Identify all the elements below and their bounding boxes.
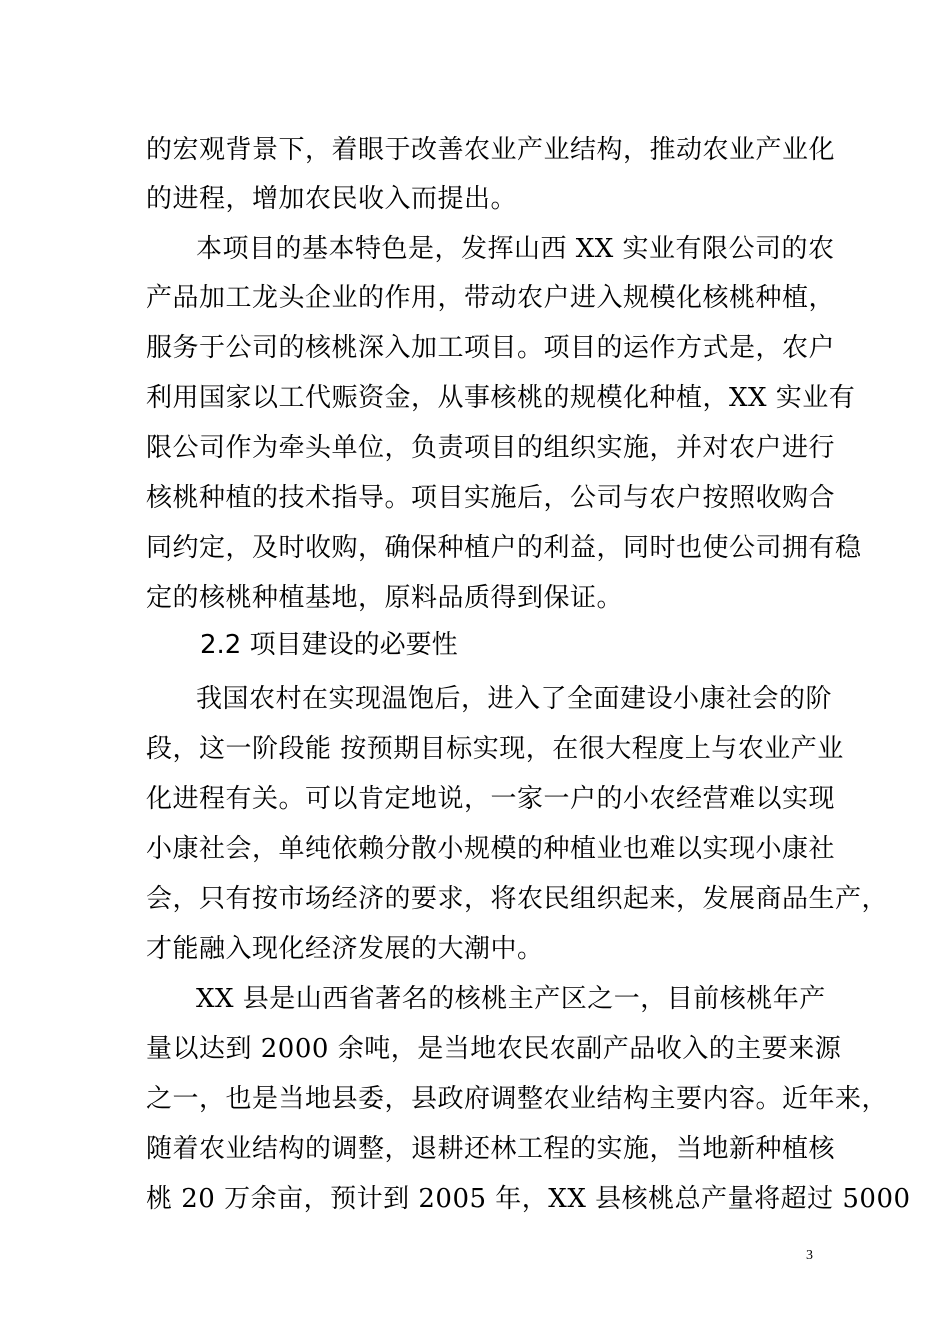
paragraph-4-line-1: XX 县是山西省著名的核桃主产区之一，目前核桃年产 (196, 984, 826, 1014)
paragraph-1-line-2: 的进程，增加农民收入而提出。 (146, 184, 518, 214)
paragraph-1-line-1: 的宏观背景下，着眼于改善农业产业结构，推动农业产业化 (146, 135, 836, 165)
paragraph-2-line-8: 定的核桃种植基地，原料品质得到保证。 (146, 583, 624, 613)
paragraph-3-line-6: 才能融入现化经济发展的大潮中。 (146, 934, 544, 964)
paragraph-2-line-1: 本项目的基本特色是，发挥山西 XX 实业有限公司的农 (196, 234, 835, 264)
paragraph-4-line-5: 桃 20 万余亩，预计到 2005 年，XX 县核桃总产量将超过 5000 (146, 1184, 911, 1214)
paragraph-4-line-2: 量以达到 2000 余吨，是当地农民农副产品收入的主要来源 (146, 1034, 842, 1064)
paragraph-2-line-7: 同约定，及时收购，确保种植户的利益，同时也使公司拥有稳 (146, 533, 862, 563)
section-heading: 2.2 项目建设的必要性 (200, 630, 458, 660)
paragraph-3-line-5: 会，只有按市场经济的要求，将农民组织起来，发展商品生产， (146, 884, 889, 914)
page-number: 3 (806, 1248, 813, 1263)
paragraph-3-line-2: 段，这一阶段能 按预期目标实现，在很大程度上与农业产业 (146, 734, 844, 764)
paragraph-3-line-3: 化进程有关。可以肯定地说，一家一户的小农经营难以实现 (146, 784, 836, 814)
paragraph-2-line-4: 利用国家以工代赈资金，从事核桃的规模化种植，XX 实业有 (146, 383, 856, 413)
paragraph-2-line-3: 服务于公司的核桃深入加工项目。项目的运作方式是，农户 (146, 333, 836, 363)
paragraph-3-line-1: 我国农村在实现温饱后，进入了全面建设小康社会的阶 (196, 684, 833, 714)
paragraph-2-line-2: 产品加工龙头企业的作用，带动农户进入规模化核桃种植， (146, 283, 836, 313)
paragraph-3-line-4: 小康社会，单纯依赖分散小规模的种植业也难以实现小康社 (146, 834, 836, 864)
paragraph-4-line-4: 随着农业结构的调整，退耕还林工程的实施，当地新种植核 (146, 1134, 836, 1164)
paragraph-2-line-5: 限公司作为牵头单位，负责项目的组织实施，并对农户进行 (146, 433, 836, 463)
paragraph-2-line-6: 核桃种植的技术指导。项目实施后，公司与农户按照收购合 (146, 483, 836, 513)
paragraph-4-line-3: 之一，也是当地县委，县政府调整农业结构主要内容。近年来， (146, 1084, 889, 1114)
